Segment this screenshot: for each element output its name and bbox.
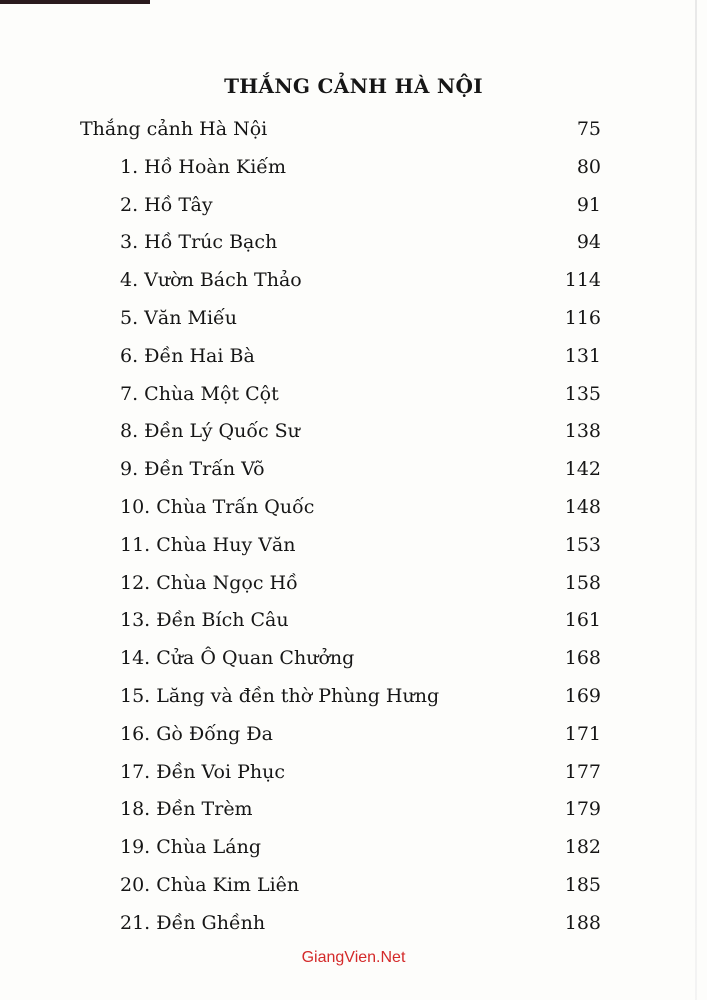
toc-entry: [0, 601, 707, 639]
toc-page-number: 135: [564, 382, 601, 405]
toc-entry-label: 21. Đền Ghềnh: [120, 911, 266, 934]
toc-page-number: 185: [564, 873, 601, 896]
toc-entry-label: 1. Hồ Hoàn Kiếm: [120, 155, 286, 178]
toc-entry-label: 20. Chùa Kim Liên: [120, 873, 300, 896]
toc-entry: [0, 488, 707, 526]
toc-entry-label: 15. Lăng và đền thờ Phùng Hưng: [120, 684, 440, 707]
toc-page-number: 80: [576, 155, 601, 178]
toc-entry: [0, 110, 707, 148]
toc-page-number: 131: [564, 344, 601, 367]
toc-entry-label: 8. Đền Lý Quốc Sư: [120, 420, 300, 443]
toc-entry-label: 13. Đền Bích Câu: [120, 609, 289, 632]
table-of-contents: [0, 110, 707, 942]
scan-edge-top: [0, 0, 150, 4]
toc-page-number: 94: [576, 231, 601, 254]
toc-page-number: 114: [564, 269, 601, 292]
toc-entry: [0, 412, 707, 450]
toc-entry: [0, 866, 707, 904]
toc-page-number: 91: [576, 193, 601, 216]
toc-entry-label: 3. Hồ Trúc Bạch: [120, 231, 278, 254]
toc-entry: [0, 564, 707, 602]
toc-page-number: 158: [564, 571, 601, 594]
toc-entry-label: 19. Chùa Láng: [120, 836, 261, 859]
toc-entry: [0, 450, 707, 488]
toc-entry-label: 5. Văn Miếu: [120, 306, 237, 329]
toc-page-number: 116: [564, 306, 601, 329]
toc-entry: [0, 526, 707, 564]
toc-page-number: 161: [564, 609, 601, 632]
toc-entry: [0, 677, 707, 715]
toc-entry-label: 7. Chùa Một Cột: [120, 382, 279, 405]
toc-entry: [0, 375, 707, 413]
toc-entry-label: Thắng cảnh Hà Nội: [80, 118, 268, 140]
watermark-text: GiangVien.Net: [301, 949, 406, 966]
toc-entry: [0, 753, 707, 791]
toc-entry: [0, 299, 707, 337]
toc-entry-label: 4. Vườn Bách Thảo: [120, 269, 302, 292]
toc-page-number: 153: [564, 533, 601, 556]
toc-entry-label: 11. Chùa Huy Văn: [120, 533, 296, 556]
toc-page-number: 179: [564, 798, 601, 821]
toc-entry: [0, 904, 707, 942]
toc-entry-label: 18. Đền Trèm: [120, 798, 253, 821]
toc-entry: [0, 715, 707, 753]
toc-entry: [0, 148, 707, 186]
toc-entry: [0, 639, 707, 677]
toc-page-number: 177: [564, 760, 601, 783]
toc-page-number: 171: [564, 722, 601, 745]
toc-page-number: 182: [564, 836, 601, 859]
toc-page-number: 142: [564, 458, 601, 481]
toc-page-number: 138: [564, 420, 601, 443]
toc-entry-label: 10. Chùa Trấn Quốc: [120, 495, 315, 518]
toc-page-number: 169: [564, 684, 601, 707]
toc-page-number: 188: [564, 911, 601, 934]
toc-entry-label: 6. Đền Hai Bà: [120, 344, 255, 367]
toc-entry: [0, 186, 707, 224]
toc-entry-label: 14. Cửa Ô Quan Chưởng: [120, 647, 355, 670]
toc-entry: [0, 790, 707, 828]
toc-entry-label: 2. Hồ Tây: [120, 193, 213, 216]
toc-entry: [0, 223, 707, 261]
toc-page-number: 75: [576, 118, 601, 140]
toc-entry: [0, 337, 707, 375]
toc-entry-label: 17. Đền Voi Phục: [120, 760, 285, 783]
section-title: THẮNG CẢNH HÀ NỘI: [224, 74, 483, 98]
toc-entry-label: 9. Đền Trấn Võ: [120, 458, 265, 481]
toc-entry-label: 12. Chùa Ngọc Hồ: [120, 571, 298, 594]
toc-page-number: 168: [564, 647, 601, 670]
toc-entry: [0, 261, 707, 299]
toc-entry: [0, 828, 707, 866]
toc-page-number: 148: [564, 495, 601, 518]
toc-entry-label: 16. Gò Đống Đa: [120, 722, 273, 745]
